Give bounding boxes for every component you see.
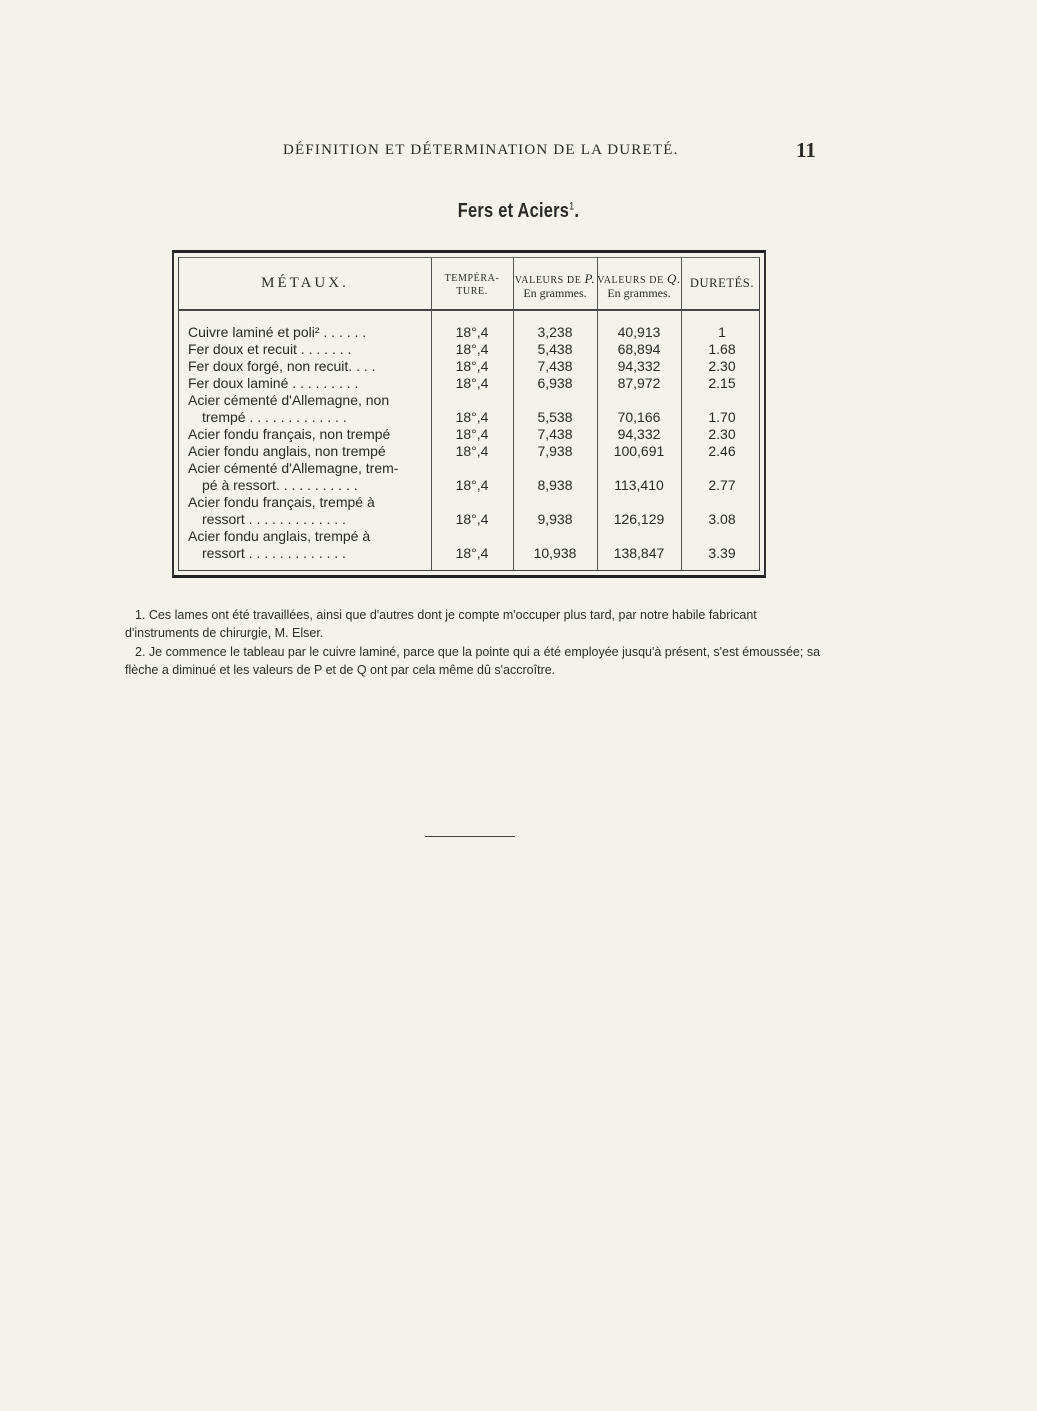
temperature-cell: 18°,4 — [455, 409, 489, 425]
table-body-frame — [178, 257, 760, 571]
temperature-cell: 18°,4 — [455, 358, 489, 374]
valeur-p-cell: 6,938 — [537, 375, 573, 391]
temperature-cell: 18°,4 — [455, 511, 489, 527]
valeur-q-cell: 138,847 — [613, 545, 665, 561]
header-duretes: DURETÉS. — [689, 276, 755, 290]
footnotes — [125, 607, 825, 681]
title-end: . — [574, 200, 580, 222]
temperature-cell: 18°,4 — [455, 324, 489, 340]
metal-name — [188, 358, 430, 375]
header-q-line1 — [597, 272, 681, 287]
durete-cell: 2.15 — [708, 375, 736, 391]
durete-cell: 1.68 — [708, 341, 736, 357]
metal-name-line1: Acier fondu français, non trempé — [188, 426, 391, 442]
header-valeurs-p — [513, 258, 597, 323]
durete-cell: 2.30 — [708, 426, 736, 442]
metal-name — [188, 460, 430, 494]
valeur-q-cell: 126,129 — [613, 511, 665, 527]
temperature-cell: 18°,4 — [455, 426, 489, 442]
metal-name — [188, 494, 430, 528]
metal-name — [188, 341, 430, 358]
metal-name — [188, 426, 430, 443]
valeur-p-cell: 7,438 — [537, 426, 573, 442]
metal-name — [188, 443, 430, 460]
metal-name — [188, 392, 430, 426]
running-head: DÉFINITION ET DÉTERMINATION DE LA DURETÉ. — [283, 142, 679, 158]
header-q-text: VALEURS DE — [597, 275, 667, 286]
title-text: Fers et Aciers — [457, 200, 570, 222]
metal-name — [188, 324, 430, 341]
header-q-line2: En grammes. — [607, 286, 671, 300]
durete-cell: 3.08 — [708, 511, 736, 527]
header-temperature — [431, 258, 513, 323]
durete-cell: 2.77 — [708, 477, 736, 493]
footnote-2: 2. Je commence le tableau par le cuivre laminé, parce que la pointe qui a été employée jusqu'à présent, s'est émoussée; sa flèche a diminué et les valeurs de P et de Q ont par cela même dû s'accroître. — [125, 645, 821, 677]
metal-name-line1: Acier fondu anglais, trempé à — [188, 528, 371, 544]
valeur-p-cell: 8,938 — [537, 477, 573, 493]
valeur-p-cell: 10,938 — [533, 545, 577, 561]
header-valeurs-q — [597, 258, 681, 323]
header-p-line2: En grammes. — [523, 286, 587, 300]
durete-cell: 3.39 — [708, 545, 736, 561]
valeur-p-cell: 9,938 — [537, 511, 573, 527]
metal-name-line2: pé à ressort. . . . . . . . . . . — [202, 477, 358, 493]
durete-cell: 1 — [718, 324, 726, 340]
hardness-table — [172, 250, 766, 578]
metal-name-line1: Fer doux forgé, non recuit. . . . — [188, 358, 376, 374]
durete-cell: 1.70 — [708, 409, 736, 425]
header-temp-line2: TURE. — [456, 286, 488, 297]
header-q-var: Q. — [666, 271, 681, 286]
page-number: 11 — [796, 138, 816, 162]
valeur-q-cell: 70,166 — [617, 409, 661, 425]
header-metaux: MÉTAUX. — [261, 275, 349, 291]
metal-name-line2: trempé . . . . . . . . . . . . . — [202, 409, 347, 425]
valeur-q-cell: 87,972 — [617, 375, 661, 391]
valeur-q-cell: 94,332 — [617, 358, 661, 374]
metal-name-line1: Cuivre laminé et poli² . . . . . . — [188, 324, 367, 340]
metal-name-line1: Acier cémenté d'Allemagne, trem- — [188, 460, 399, 476]
durete-cell: 2.30 — [708, 358, 736, 374]
temperature-cell: 18°,4 — [455, 477, 489, 493]
footnote-1: 1. Ces lames ont été travaillées, ainsi que d'autres dont je compte m'occuper plus tard, par notre habile fabricant d'instruments de chirurgie, M. Elser. — [125, 608, 757, 640]
temperature-cell: 18°,4 — [455, 443, 489, 459]
temperature-cell: 18°,4 — [455, 545, 489, 561]
metal-name-line1: Fer doux laminé . . . . . . . . . — [188, 375, 359, 391]
valeur-q-cell: 100,691 — [613, 443, 665, 459]
valeur-p-cell: 7,438 — [537, 358, 573, 374]
metal-name-line2: ressort . . . . . . . . . . . . . — [202, 511, 346, 527]
metal-name — [188, 528, 430, 562]
metal-name-line1: Acier fondu français, trempé à — [188, 494, 375, 510]
valeur-p-cell: 7,938 — [537, 443, 573, 459]
valeur-q-cell: 40,913 — [617, 324, 661, 340]
header-p-line1 — [513, 272, 597, 287]
valeur-p-cell: 3,238 — [537, 324, 573, 340]
metal-name-line1: Fer doux et recuit . . . . . . . — [188, 341, 352, 357]
temperature-cell: 18°,4 — [455, 341, 489, 357]
valeur-q-cell: 94,332 — [617, 426, 661, 442]
title-note-ref: 1 — [569, 200, 575, 213]
header-p-var: P. — [584, 271, 596, 286]
header-p-text: VALEURS DE — [514, 275, 585, 286]
valeur-p-cell: 5,538 — [537, 409, 573, 425]
valeur-q-cell: 68,894 — [617, 341, 661, 357]
metal-name — [188, 375, 430, 392]
header-temp-line1: TEMPÉRA- — [444, 273, 500, 284]
metal-name-line1: Acier fondu anglais, non trempé — [188, 443, 386, 459]
metal-name-line2: ressort . . . . . . . . . . . . . — [202, 545, 346, 561]
metal-name-line1: Acier cémenté d'Allemagne, non — [188, 392, 390, 408]
valeur-q-cell: 113,410 — [614, 477, 664, 493]
temperature-cell: 18°,4 — [455, 375, 489, 391]
durete-cell: 2.46 — [708, 443, 736, 459]
valeur-p-cell: 5,438 — [537, 341, 573, 357]
closing-rule — [425, 836, 515, 837]
table-title — [93, 200, 943, 223]
